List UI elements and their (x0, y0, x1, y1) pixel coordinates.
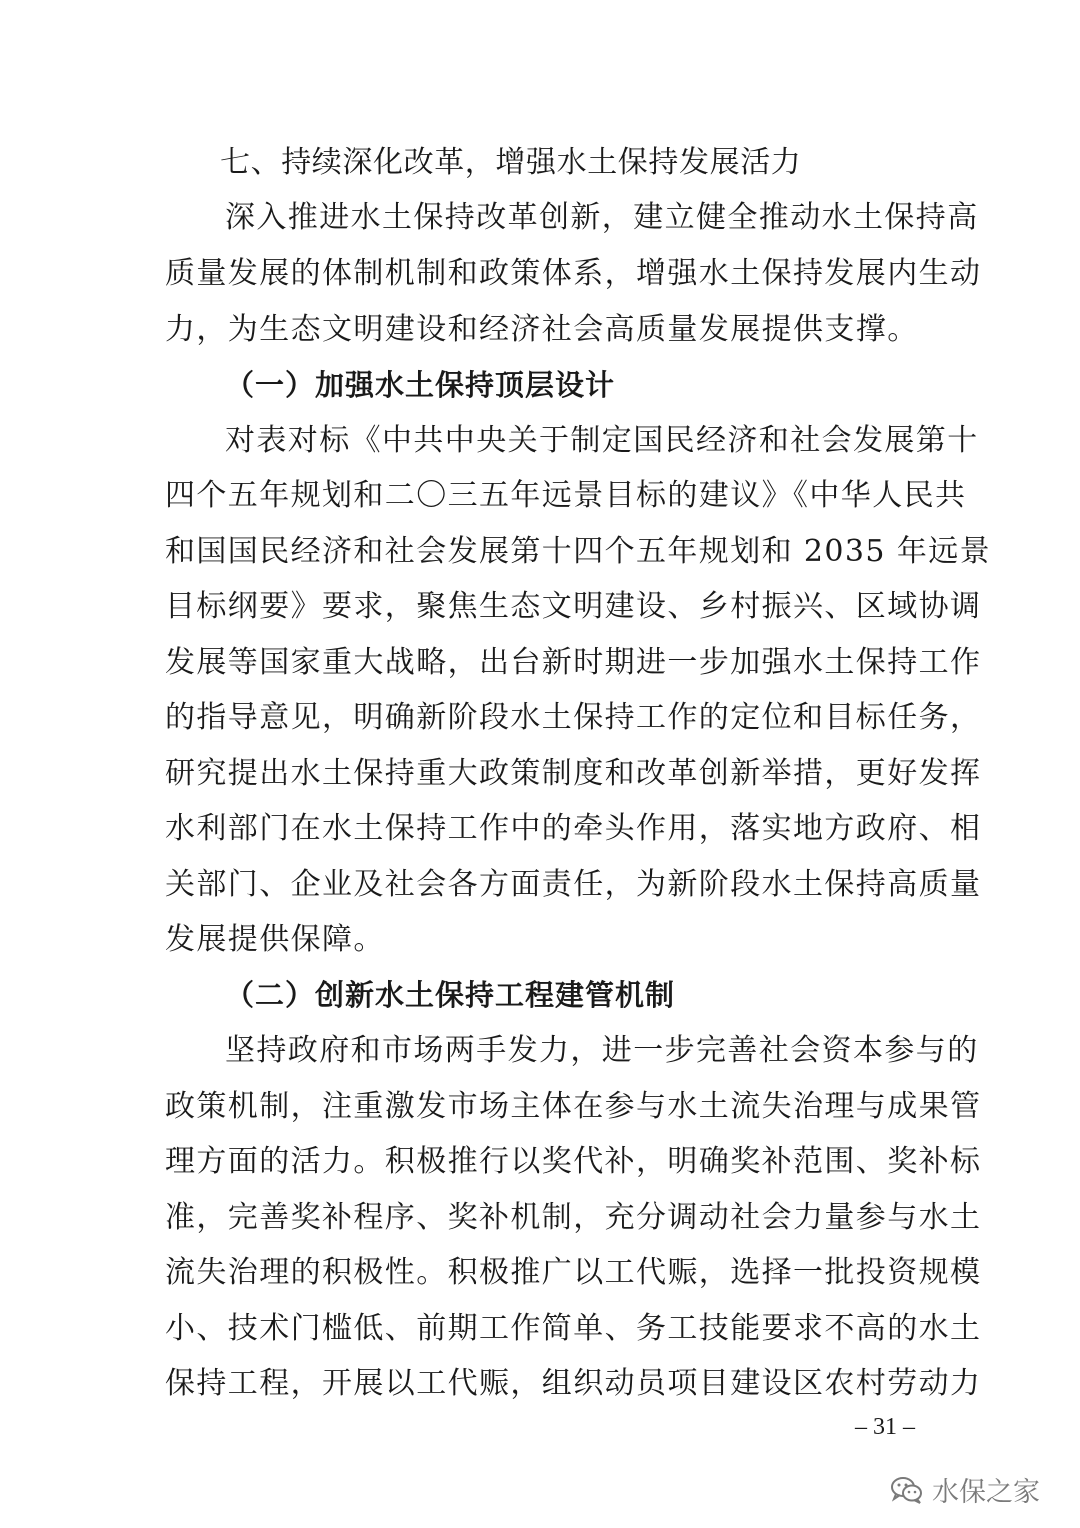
intro-line: 力，为生态文明建设和经济社会高质量发展提供支撑。 (165, 312, 919, 347)
body-line: 对表对标《中共中央关于制定国民经济和社会发展第十 (225, 423, 979, 458)
body-line: 的指导意见，明确新阶段水土保持工作的定位和目标任务， (165, 700, 982, 735)
subsection-title-1: （一）加强水土保持顶层设计 (225, 368, 616, 402)
wechat-icon (890, 1475, 924, 1505)
body-line: 小、技术门槛低、前期工作简单、务工技能要求不高的水土 (165, 1311, 982, 1346)
body-line: 发展等国家重大战略，出台新时期进一步加强水土保持工作 (165, 645, 982, 680)
body-line: 理方面的活力。积极推行以奖代补，明确奖补范围、奖补标 (165, 1144, 982, 1179)
intro-line: 深入推进水土保持改革创新，建立健全推动水土保持高 (225, 200, 979, 235)
page-number: – 31 – (855, 1414, 915, 1440)
body-line: 准，完善奖补程序、奖补机制，充分调动社会力量参与水土 (165, 1200, 982, 1235)
body-line: 政策机制，注重激发市场主体在参与水土流失治理与成果管 (165, 1089, 982, 1124)
intro-line: 质量发展的体制机制和政策体系，增强水土保持发展内生动 (165, 256, 982, 291)
watermark (890, 1470, 1040, 1509)
body-line: 流失治理的积极性。积极推广以工代赈，选择一批投资规模 (165, 1255, 982, 1290)
watermark-text: 水保之家 (932, 1477, 1040, 1508)
body-line: 四个五年规划和二〇三五年远景目标的建议》《中华人民共 (165, 478, 967, 513)
body-line: 和国国民经济和社会发展第十四个五年规划和 2035 年远景 (165, 534, 992, 569)
body-line: 目标纲要》要求，聚焦生态文明建设、乡村振兴、区域协调 (165, 589, 982, 624)
body-line: 研究提出水土保持重大政策制度和改革创新举措，更好发挥 (165, 756, 982, 791)
body-line: 保持工程，开展以工代赈，组织动员项目建设区农村劳动力 (165, 1366, 982, 1401)
section-title: 七、持续深化改革，增强水土保持发展活力 (220, 145, 802, 180)
body-line: 坚持政府和市场两手发力，进一步完善社会资本参与的 (225, 1033, 979, 1068)
body-line: 发展提供保障。 (165, 922, 385, 957)
body-line: 水利部门在水土保持工作中的牵头作用，落实地方政府、相 (165, 811, 982, 846)
body-line: 关部门、企业及社会各方面责任，为新阶段水土保持高质量 (165, 867, 982, 902)
subsection-title-2: （二）创新水土保持工程建管机制 (225, 978, 676, 1012)
